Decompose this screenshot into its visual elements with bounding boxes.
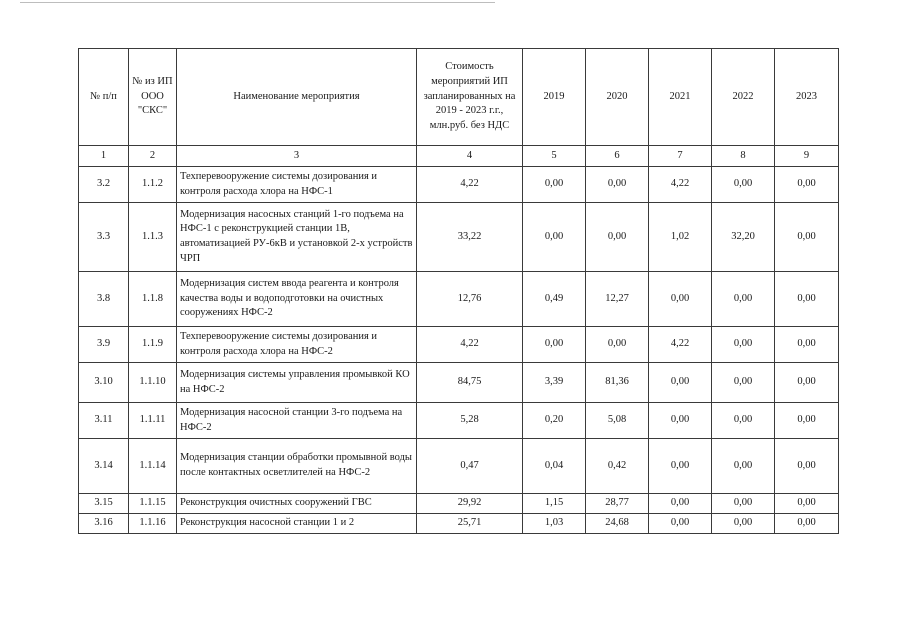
cell-2019: 0,00 [523,327,586,363]
cell-2020: 24,68 [586,514,649,534]
cell-2023: 0,00 [775,494,839,514]
cell-2022: 0,00 [712,327,775,363]
cell-cost: 0,47 [417,439,523,494]
cell-2022: 0,00 [712,439,775,494]
column-number: 9 [775,146,839,167]
cell-num: 3.14 [79,439,129,494]
cell-name: Реконструкция насосной станции 1 и 2 [177,514,417,534]
header-name: Наименование мероприятия [177,49,417,146]
table-header-row [79,49,839,146]
cell-name: Модернизация систем ввода реагента и контроля качества воды и водоподготовки на очистных сооружениях НФС-2 [177,272,417,327]
header-ip-num: № из ИП ООО "СКС" [129,49,177,146]
cell-2019: 0,20 [523,403,586,439]
cell-name: Модернизация насосных станций 1-го подъема на НФС-1 с реконструкцией станции 1В, автоматизацией РУ-6кВ и установкой 2-х устройств ЧРП [177,203,417,272]
cell-name: Модернизация системы управления промывкой КО на НФС-2 [177,363,417,403]
cell-ip-num: 1.1.3 [129,203,177,272]
cell-cost: 12,76 [417,272,523,327]
table-row [79,403,839,439]
column-number: 7 [649,146,712,167]
column-number: 6 [586,146,649,167]
cell-cost: 84,75 [417,363,523,403]
cell-2023: 0,00 [775,203,839,272]
table-row [79,272,839,327]
cell-ip-num: 1.1.16 [129,514,177,534]
column-number: 3 [177,146,417,167]
cell-2021: 0,00 [649,494,712,514]
cell-2019: 0,00 [523,167,586,203]
cell-2021: 1,02 [649,203,712,272]
cell-2023: 0,00 [775,439,839,494]
cell-2020: 0,00 [586,327,649,363]
cell-2019: 0,04 [523,439,586,494]
header-year-2023: 2023 [775,49,839,146]
header-year-2020: 2020 [586,49,649,146]
cell-2022: 0,00 [712,363,775,403]
cell-cost: 25,71 [417,514,523,534]
cell-2022: 32,20 [712,203,775,272]
cell-ip-num: 1.1.15 [129,494,177,514]
cell-2020: 28,77 [586,494,649,514]
cell-name: Реконструкция очистных сооружений ГВС [177,494,417,514]
cell-num: 3.15 [79,494,129,514]
cell-num: 3.2 [79,167,129,203]
header-year-2019: 2019 [523,49,586,146]
cell-num: 3.11 [79,403,129,439]
cell-2023: 0,00 [775,327,839,363]
cell-2021: 0,00 [649,363,712,403]
table-row [79,494,839,514]
cell-cost: 33,22 [417,203,523,272]
cell-ip-num: 1.1.2 [129,167,177,203]
cell-num: 3.3 [79,203,129,272]
cell-2020: 12,27 [586,272,649,327]
table-row [79,439,839,494]
cell-name: Модернизация станции обработки промывной воды после контактных осветлителей на НФС-2 [177,439,417,494]
column-number: 1 [79,146,129,167]
column-numbers-row [79,146,839,167]
cell-2023: 0,00 [775,363,839,403]
cell-2023: 0,00 [775,403,839,439]
investment-table [78,48,839,534]
cell-2019: 1,15 [523,494,586,514]
cell-2023: 0,00 [775,272,839,327]
header-year-2021: 2021 [649,49,712,146]
cell-num: 3.8 [79,272,129,327]
cell-2019: 0,49 [523,272,586,327]
cell-2022: 0,00 [712,514,775,534]
cell-2022: 0,00 [712,272,775,327]
cell-num: 3.16 [79,514,129,534]
table-row [79,514,839,534]
table-row [79,327,839,363]
column-number: 2 [129,146,177,167]
cell-cost: 29,92 [417,494,523,514]
cell-name: Техперевооружение системы дозирования и контроля расхода хлора на НФС-1 [177,167,417,203]
cell-2021: 0,00 [649,403,712,439]
cell-2021: 0,00 [649,514,712,534]
cell-ip-num: 1.1.10 [129,363,177,403]
cell-2020: 0,00 [586,167,649,203]
cell-2020: 5,08 [586,403,649,439]
table-row [79,203,839,272]
cell-2022: 0,00 [712,403,775,439]
cell-2022: 0,00 [712,494,775,514]
cell-cost: 4,22 [417,167,523,203]
cell-ip-num: 1.1.8 [129,272,177,327]
cell-2023: 0,00 [775,514,839,534]
cell-name: Модернизация насосной станции 3-го подъема на НФС-2 [177,403,417,439]
cell-cost: 5,28 [417,403,523,439]
scan-edge-line [20,2,495,3]
cell-name: Техперевооружение системы дозирования и контроля расхода хлора на НФС-2 [177,327,417,363]
cell-2022: 0,00 [712,167,775,203]
header-num: № п/п [79,49,129,146]
cell-2019: 1,03 [523,514,586,534]
column-number: 8 [712,146,775,167]
table-row [79,363,839,403]
cell-2021: 0,00 [649,439,712,494]
cell-2023: 0,00 [775,167,839,203]
cell-2021: 0,00 [649,272,712,327]
table-row [79,167,839,203]
cell-cost: 4,22 [417,327,523,363]
cell-2021: 4,22 [649,167,712,203]
cell-2020: 0,42 [586,439,649,494]
cell-2020: 81,36 [586,363,649,403]
header-year-2022: 2022 [712,49,775,146]
cell-2019: 3,39 [523,363,586,403]
cell-2020: 0,00 [586,203,649,272]
cell-2021: 4,22 [649,327,712,363]
cell-ip-num: 1.1.14 [129,439,177,494]
cell-ip-num: 1.1.11 [129,403,177,439]
column-number: 5 [523,146,586,167]
header-cost: Стоимость мероприятий ИП запланированных на 2019 - 2023 г.г., млн.руб. без НДС [417,49,523,146]
cell-2019: 0,00 [523,203,586,272]
column-number: 4 [417,146,523,167]
cell-num: 3.10 [79,363,129,403]
cell-ip-num: 1.1.9 [129,327,177,363]
cell-num: 3.9 [79,327,129,363]
